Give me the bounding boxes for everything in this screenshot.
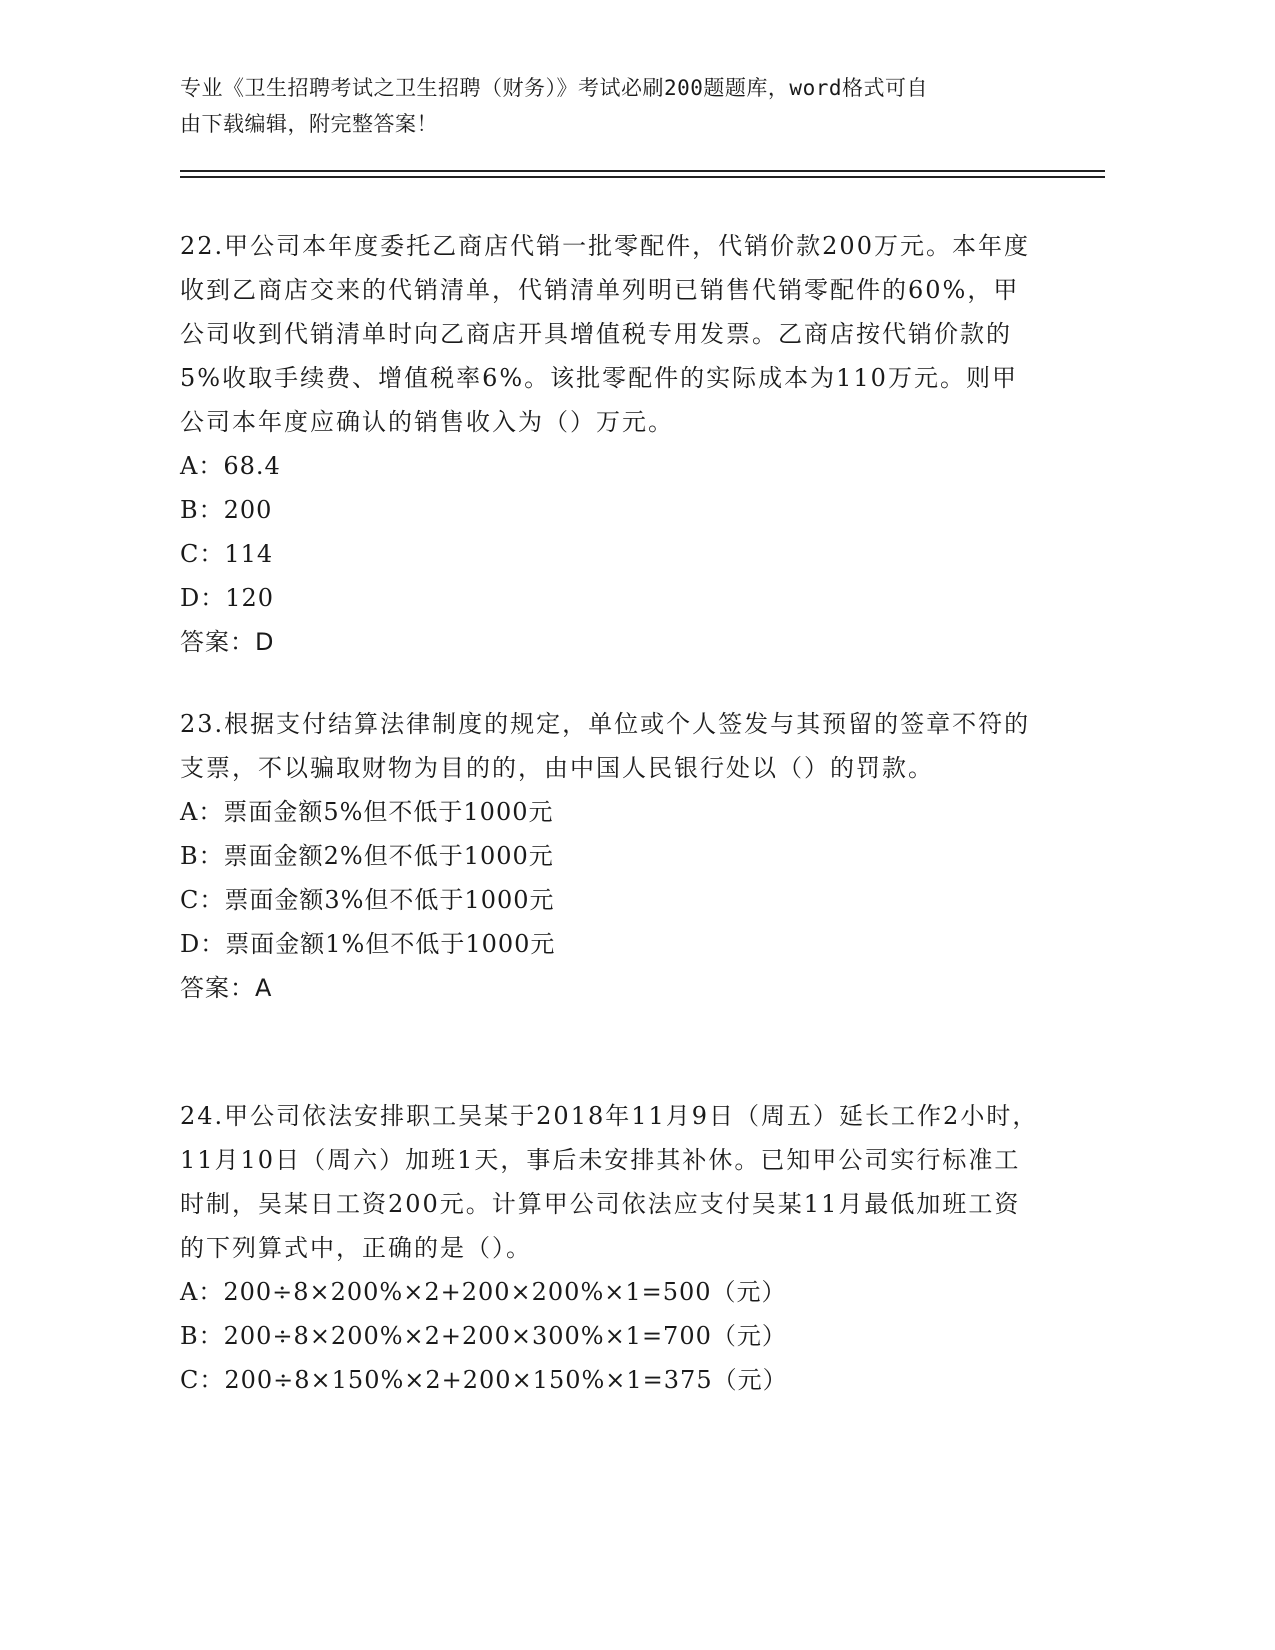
question-24 — [180, 1094, 1040, 1402]
option-d: D：120 — [180, 584, 275, 612]
answer: 答案：A — [180, 974, 273, 1002]
header-line-1: 专业《卫生招聘考试之卫生招聘（财务）》考试必刷200题题库，word格式可自 — [180, 76, 928, 100]
option-c: C：票面金额3%但不低于1000元 — [180, 886, 555, 914]
question-22 — [180, 224, 1040, 664]
question-23 — [180, 702, 1040, 1010]
option-a: A：200÷8×200%×2+200×200%×1=500（元） — [180, 1278, 787, 1306]
question-text: 22.甲公司本年度委托乙商店代销一批零配件，代销价款200万元。本年度收到乙商店交来的代销清单，代销清单列明已销售代销零配件的60%，甲公司收到代销清单时向乙商店开具增值税专用发票。乙商店按代销价款的5%收取手续费、增值税率6%。该批零配件的实际成本为110万元。则甲公司本年度应确认的销售收入为（）万元。 — [180, 232, 1030, 436]
document-header — [180, 70, 1040, 142]
option-c: C：114 — [180, 540, 274, 568]
option-b: B：200 — [180, 496, 273, 524]
option-b: B：票面金额2%但不低于1000元 — [180, 842, 554, 870]
option-a: A：68.4 — [180, 452, 281, 480]
option-c: C：200÷8×150%×2+200×150%×1=375（元） — [180, 1366, 788, 1394]
option-b: B：200÷8×200%×2+200×300%×1=700（元） — [180, 1322, 787, 1350]
answer: 答案：D — [180, 628, 275, 656]
option-d: D：票面金额1%但不低于1000元 — [180, 930, 556, 958]
option-a: A：票面金额5%但不低于1000元 — [180, 798, 554, 826]
header-divider-bottom — [180, 176, 1105, 178]
header-divider-top — [180, 170, 1105, 172]
header-line-2: 由下载编辑，附完整答案！ — [180, 112, 438, 136]
question-text: 23.根据支付结算法律制度的规定，单位或个人签发与其预留的签章不符的支票，不以骗取财物为目的的，由中国人民银行处以（）的罚款。 — [180, 710, 1031, 782]
question-text: 24.甲公司依法安排职工吴某于2018年11月9日（周五）延长工作2小时，11月10日（周六）加班1天，事后未安排其补休。已知甲公司实行标准工时制，吴某日工资200元。计算甲公司依法应支付吴某11月最低加班工资的下列算式中，正确的是（）。 — [180, 1102, 1039, 1262]
